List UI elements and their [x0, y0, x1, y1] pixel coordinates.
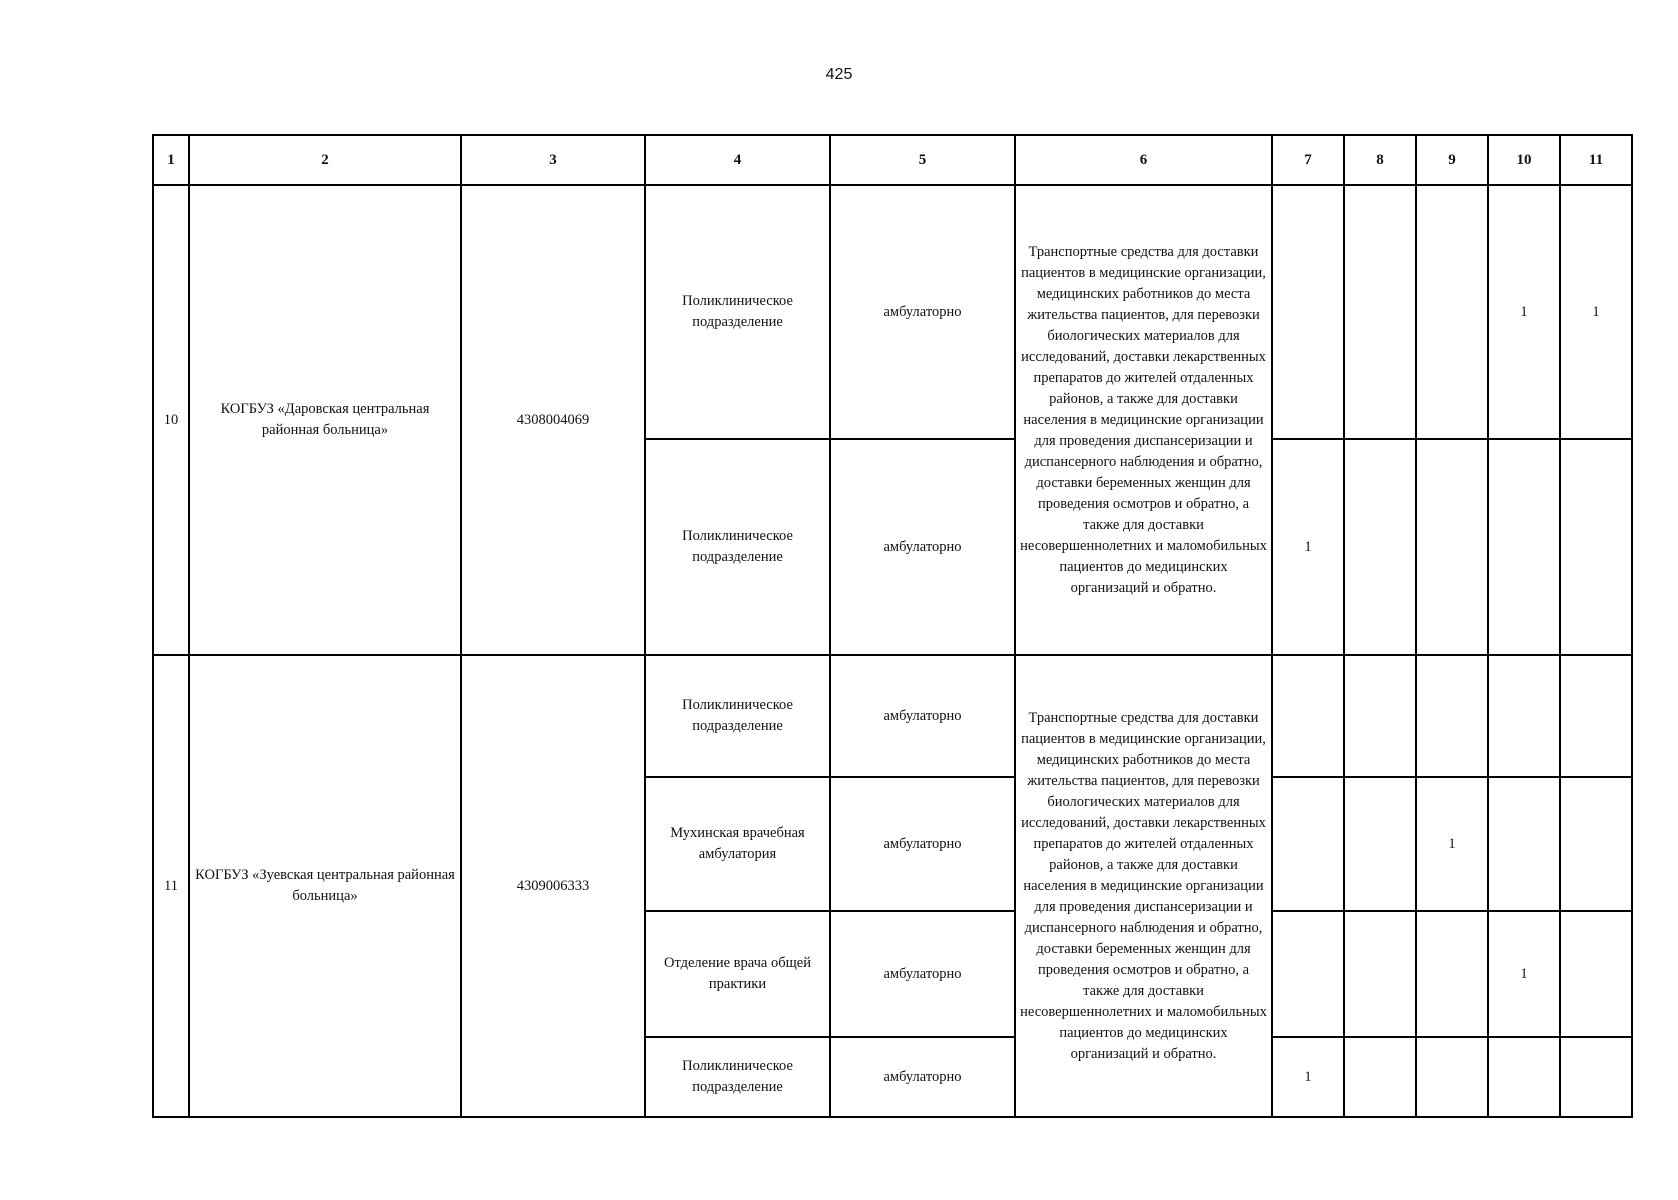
cell-col11 — [1560, 777, 1632, 911]
cell-col7 — [1272, 777, 1344, 911]
care-mode: амбулаторно — [830, 185, 1015, 439]
header-row — [153, 135, 1632, 185]
cell-col8 — [1344, 185, 1416, 439]
unit-name: Мухинская врачебная амбулатория — [645, 777, 830, 911]
cell-col9 — [1416, 185, 1488, 439]
cell-col11: 1 — [1560, 185, 1632, 439]
organization-name: КОГБУЗ «Даровская центральная районная больница» — [189, 185, 461, 655]
cell-col10 — [1488, 655, 1560, 777]
cell-col9 — [1416, 1037, 1488, 1117]
column-header: 7 — [1272, 135, 1344, 185]
transport-description: Транспортные средства для доставки пациентов в медицинские организации, медицинских работников до места жительства пациентов, для перевозки биологических материалов для исследований, доставки лекарственных препаратов до жителей отдаленных районов, а также для доставки населения в медицинские организации для проведения диспансеризации и диспансерного наблюдения и обратно, доставки беременных женщин для проведения осмотров и обратно, а также для доставки несовершеннолетних и маломобильных пациентов до медицинских организаций и обратно. — [1015, 655, 1272, 1117]
table-row — [153, 655, 1632, 777]
unit-name: Поликлиническое подразделение — [645, 439, 830, 655]
cell-col11 — [1560, 911, 1632, 1037]
row-number: 10 — [153, 185, 189, 655]
transport-description: Транспортные средства для доставки пациентов в медицинские организации, медицинских работников до места жительства пациентов, для перевозки биологических материалов для исследований, доставки лекарственных препаратов до жителей отдаленных районов, а также для доставки населения в медицинские организации для проведения диспансеризации и диспансерного наблюдения и обратно, доставки беременных женщин для проведения осмотров и обратно, а также для доставки несовершеннолетних и маломобильных пациентов до медицинских организаций и обратно. — [1015, 185, 1272, 655]
column-header: 11 — [1560, 135, 1632, 185]
column-header: 5 — [830, 135, 1015, 185]
cell-col9 — [1416, 439, 1488, 655]
care-mode: амбулаторно — [830, 911, 1015, 1037]
cell-col8 — [1344, 777, 1416, 911]
inn-value: 4309006333 — [461, 655, 645, 1117]
column-header: 3 — [461, 135, 645, 185]
column-header: 10 — [1488, 135, 1560, 185]
unit-name: Поликлиническое подразделение — [645, 1037, 830, 1117]
cell-col7: 1 — [1272, 1037, 1344, 1117]
row-number: 11 — [153, 655, 189, 1117]
unit-name: Поликлиническое подразделение — [645, 185, 830, 439]
column-header: 2 — [189, 135, 461, 185]
cell-col11 — [1560, 1037, 1632, 1117]
column-header: 1 — [153, 135, 189, 185]
care-mode: амбулаторно — [830, 1037, 1015, 1117]
care-mode: амбулаторно — [830, 439, 1015, 655]
unit-name: Отделение врача общей практики — [645, 911, 830, 1037]
cell-col8 — [1344, 1037, 1416, 1117]
care-mode: амбулаторно — [830, 777, 1015, 911]
cell-col7 — [1272, 911, 1344, 1037]
cell-col9: 1 — [1416, 777, 1488, 911]
cell-col7 — [1272, 655, 1344, 777]
inn-value: 4308004069 — [461, 185, 645, 655]
cell-col8 — [1344, 911, 1416, 1037]
cell-col7: 1 — [1272, 439, 1344, 655]
document-table — [152, 134, 1633, 1118]
table-row — [153, 185, 1632, 439]
column-header: 4 — [645, 135, 830, 185]
cell-col10 — [1488, 777, 1560, 911]
column-header: 6 — [1015, 135, 1272, 185]
cell-col9 — [1416, 655, 1488, 777]
cell-col8 — [1344, 655, 1416, 777]
cell-col8 — [1344, 439, 1416, 655]
page-number: 425 — [825, 66, 853, 83]
cell-col10 — [1488, 439, 1560, 655]
cell-col7 — [1272, 185, 1344, 439]
cell-col11 — [1560, 439, 1632, 655]
cell-col10: 1 — [1488, 185, 1560, 439]
column-header: 8 — [1344, 135, 1416, 185]
column-header: 9 — [1416, 135, 1488, 185]
cell-col11 — [1560, 655, 1632, 777]
cell-col10 — [1488, 1037, 1560, 1117]
organization-name: КОГБУЗ «Зуевская центральная районная больница» — [189, 655, 461, 1117]
cell-col9 — [1416, 911, 1488, 1037]
cell-col10: 1 — [1488, 911, 1560, 1037]
unit-name: Поликлиническое подразделение — [645, 655, 830, 777]
care-mode: амбулаторно — [830, 655, 1015, 777]
